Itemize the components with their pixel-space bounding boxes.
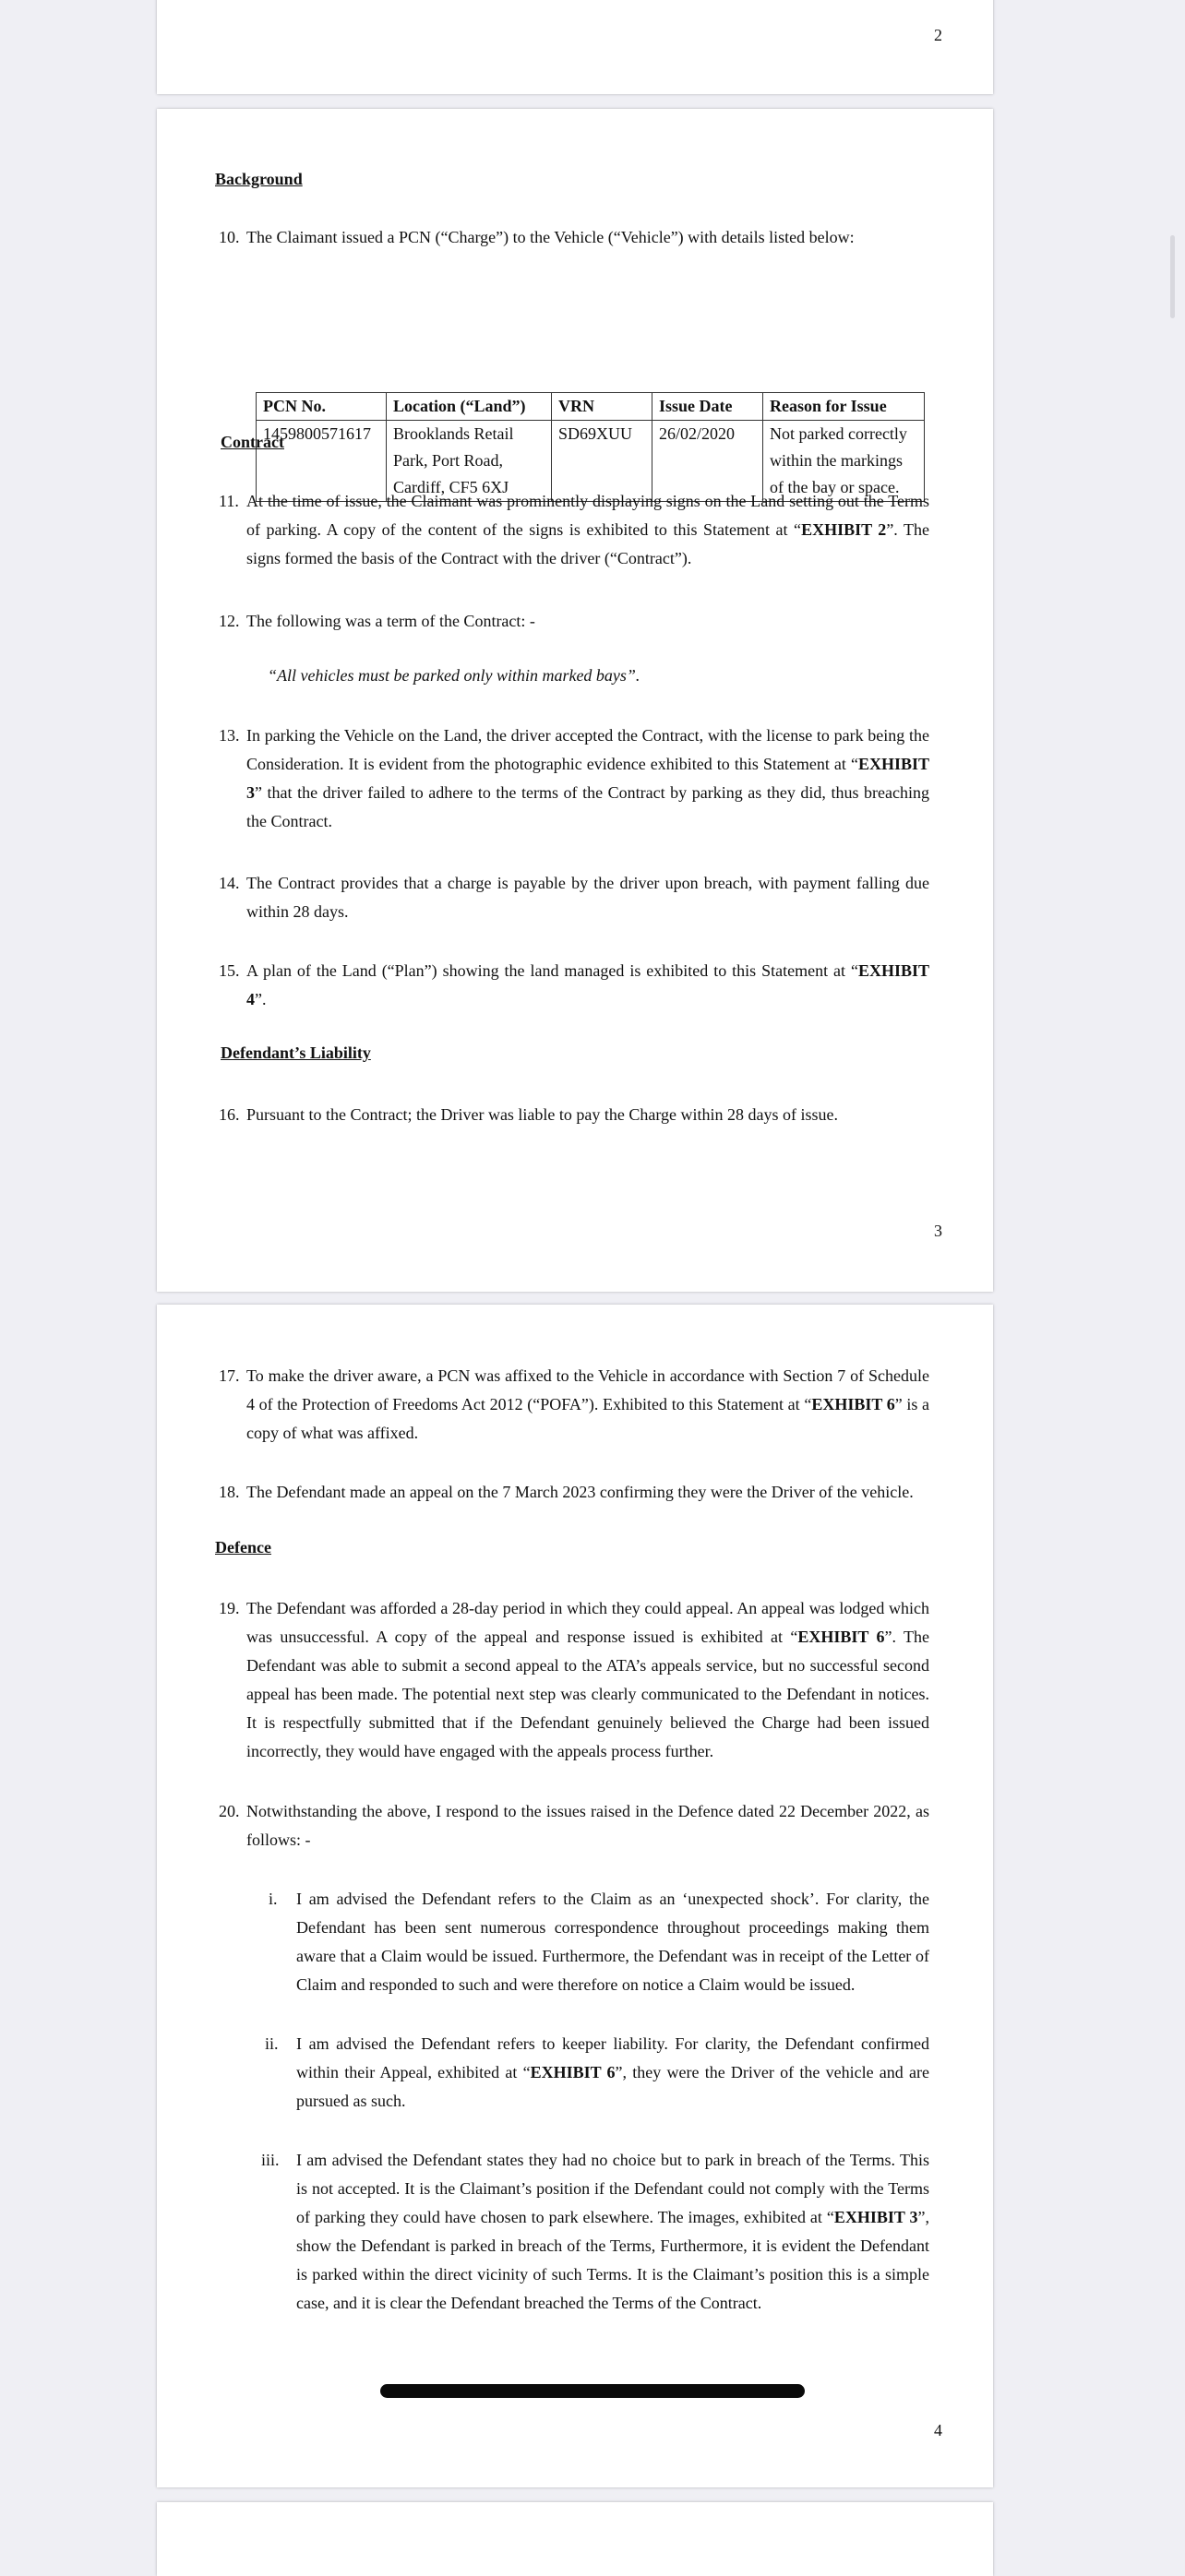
page-number: 3 <box>934 1222 942 1240</box>
paragraph-10: 10. The Claimant issued a PCN (“Charge”) to the Vehicle (“Vehicle”) with details listed below: <box>219 228 855 246</box>
cell-issue-date: 26/02/2020 <box>652 421 763 502</box>
cell-pcn-no: 1459800571617 <box>257 421 387 502</box>
cell-vrn: SD69XUU <box>552 421 652 502</box>
header-pcn-no: PCN No. <box>257 393 387 421</box>
document-page-4 <box>157 1305 993 2487</box>
cell-reason: Not parked correctly within the markings of the bay or space. <box>763 421 925 502</box>
paragraph-14: 14. The Contract provides that a charge is payable by the driver upon breach, with payment falling due within 28 days. <box>219 874 929 921</box>
pcn-details-table <box>256 392 925 502</box>
table-header-row <box>257 393 925 421</box>
heading-defendants-liability: Defendant’s Liability <box>221 1044 371 1062</box>
paragraph-20: 20. Notwithstanding the above, I respond to the issues raised in the Defence dated 22 December 2022, as follows: - <box>219 1802 929 1849</box>
paragraph-17: 17. To make the driver aware, a PCN was affixed to the Vehicle in accordance with Section 7 of Schedule 4 of the Protection of Freedoms Act 2012 (“POFA”). Exhibited to this Statement at “EXHIBIT 6” is a copy of what was affixed. <box>219 1366 930 1442</box>
paragraph-15: 15. A plan of the Land (“Plan”) showing the land managed is exhibited to this Statement at “EXHIBIT 4”. <box>219 961 929 1008</box>
paragraph-11: 11. At the time of issue, the Claimant was prominently displaying signs on the Land setting out the Terms of parking. A copy of the content of the signs is exhibited to this Statement at “EXHIBIT 2”. The signs formed the basis of the Contract with the driver (“Contract”). <box>219 492 930 567</box>
home-indicator[interactable] <box>380 2384 805 2398</box>
paragraph-13: 13. In parking the Vehicle on the Land, the driver accepted the Contract, with the license to park being the Consideration. It is evident from the photographic evidence exhibited to this Statement at “EXHIBIT 3” that the driver failed to adhere to the terms of the Contract by parking as they did, thus breaching the Contract. <box>219 726 929 830</box>
sub-paragraph-i: i. I am advised the Defendant refers to the Claim as an ‘unexpected shock’. For clarity, the Defendant has been sent numerous correspondence throughout proceedings making them aware that a Claim would be issued. Furthermore, the Defendant was in receipt of the Letter of Claim and responded to such and were therefore on notice a Claim would be issued. <box>269 1890 929 1994</box>
header-location: Location (“Land”) <box>387 393 552 421</box>
heading-background: Background <box>215 170 303 188</box>
sub-paragraph-iii: iii. I am advised the Defendant states they had no choice but to park in breach of the Terms. This is not accepted. It is the Claimant’s position if the Defendant could not comply with the Terms of parking they could have chosen to park elsewhere. The images, exhibited at “EXHIBIT 3”, show the Defendant is parked in breach of the Terms, Furthermore, it is evident the Defendant is parked within the direct vicinity of such Terms. It is the Claimant’s position this is a simple case, and it is clear the Defendant breached the Terms of the Contract. <box>261 2151 929 2312</box>
header-vrn: VRN <box>552 393 652 421</box>
cell-location: Brooklands Retail Park, Port Road, Cardiff, CF5 6XJ <box>387 421 552 502</box>
page-number: 2 <box>934 26 942 44</box>
sub-paragraph-ii: ii. I am advised the Defendant refers to keeper liability. For clarity, the Defendant confirmed within their Appeal, exhibited at “EXHIBIT 6”, they were the Driver of the vehicle and are pursued as such. <box>265 2034 929 2110</box>
heading-defence: Defence <box>215 1538 271 1556</box>
header-issue-date: Issue Date <box>652 393 763 421</box>
document-page-2 <box>157 0 993 94</box>
contract-term-quote: “All vehicles must be parked only within marked bays”. <box>268 666 640 685</box>
page-number: 4 <box>934 2421 942 2439</box>
document-page-5 <box>157 2502 993 2576</box>
paragraph-19: 19. The Defendant was afforded a 28-day period in which they could appeal. An appeal was lodged which was unsuccessful. A copy of the appeal and response issued is exhibited at “EXHIBIT 6”. The Defendant was able to submit a second appeal to the ATA’s appeals service, but no successful second appeal has been made. The potential next step was clearly communicated to the Defendant in notices. It is respectfully submitted that if the Defendant genuinely believed the Charge had been issued incorrectly, they would have engaged with the appeals process further. <box>219 1599 930 1760</box>
document-page-3 <box>157 109 993 1292</box>
heading-contract: Contract <box>221 433 284 451</box>
header-reason: Reason for Issue <box>763 393 925 421</box>
scrollbar[interactable] <box>1170 235 1175 318</box>
paragraph-18: 18. The Defendant made an appeal on the 7 March 2023 confirming they were the Driver of the vehicle. <box>219 1483 914 1501</box>
paragraph-12: 12. The following was a term of the Contract: - <box>219 612 535 630</box>
paragraph-16: 16. Pursuant to the Contract; the Driver was liable to pay the Charge within 28 days of issue. <box>219 1105 839 1124</box>
